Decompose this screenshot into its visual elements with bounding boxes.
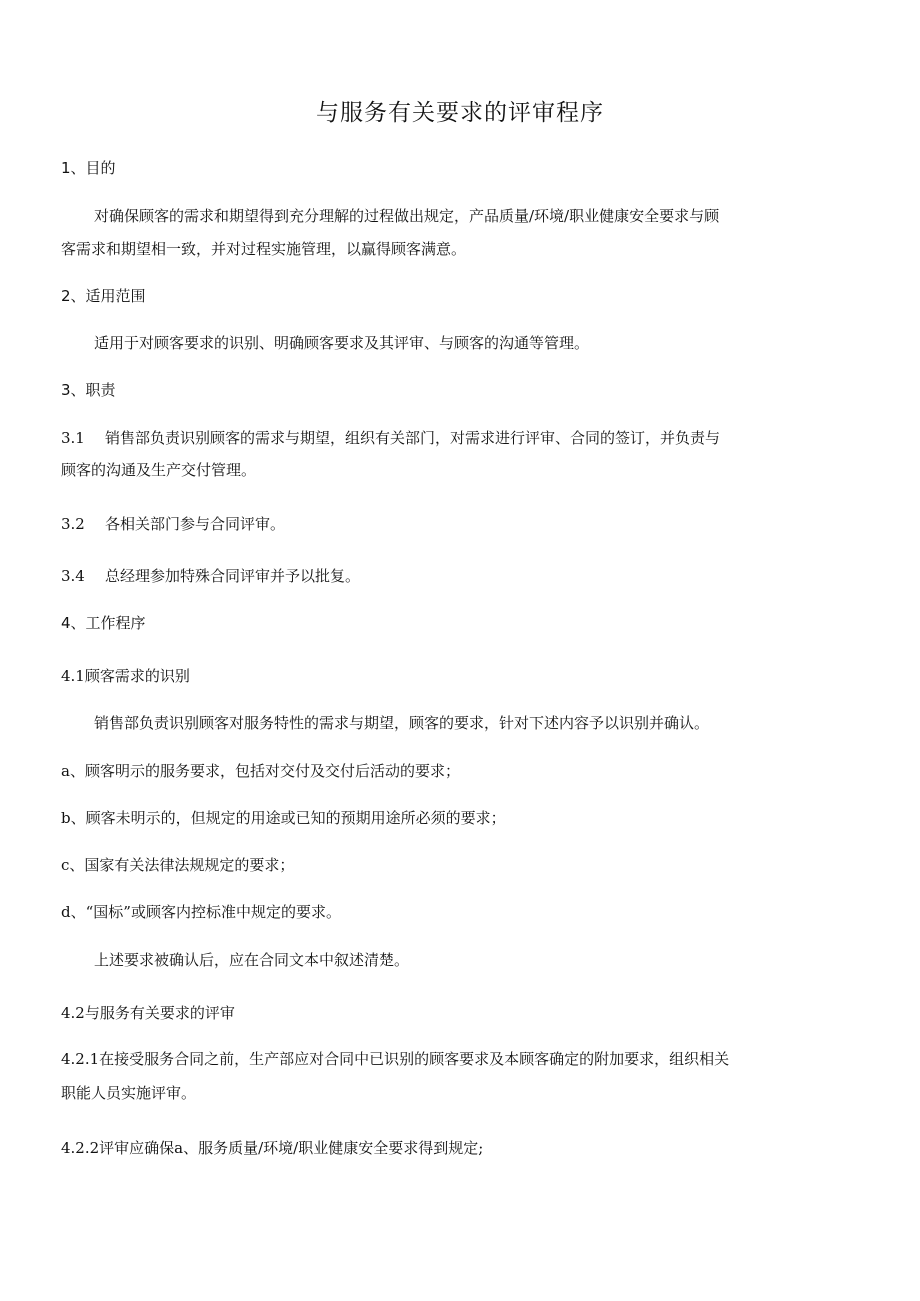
section-1-paragraph-line-2: 客需求和期望相一致，并对过程实施管理，以赢得顾客满意。	[61, 240, 467, 258]
section-1-heading: 1、目的	[61, 159, 116, 177]
section-3-heading: 3、职责	[61, 381, 116, 399]
list-item-d: d、“国标”或顾客内控标准中规定的要求。	[61, 903, 341, 921]
clause-4-2-1-line-2: 职能人员实施评审。	[61, 1084, 197, 1102]
section-4-heading: 4、工作程序	[61, 614, 146, 632]
clause-3-4-text: 总经理参加特殊合同评审并予以批复。	[105, 567, 361, 585]
clause-3-1-line-1	[61, 426, 821, 450]
clause-3-2-number: 3.2	[61, 515, 85, 533]
clause-3-4	[61, 564, 821, 588]
clause-4-2-2: 4.2.2评审应确保a、服务质量/环境/职业健康安全要求得到规定;	[61, 1139, 484, 1157]
section-2-paragraph: 适用于对顾客要求的识别、明确顾客要求及其评审、与顾客的沟通等管理。	[94, 334, 590, 352]
document-title: 与服务有关要求的评审程序	[316, 100, 604, 126]
section-1-paragraph-line-1: 对确保顾客的需求和期望得到充分理解的过程做出规定，产品质量/环境/职业健康安全要求与顾	[94, 207, 720, 225]
clause-4-1-paragraph: 销售部负责识别顾客对服务特性的需求与期望，顾客的要求，针对下述内容予以识别并确认。	[94, 714, 710, 732]
list-item-c: c、国家有关法律法规规定的要求；	[61, 856, 295, 874]
section-2-heading: 2、适用范围	[61, 287, 146, 305]
clause-4-2-1-line-1: 4.2.1在接受服务合同之前，生产部应对合同中已识别的顾客要求及本顾客确定的附加要求，组织相关	[61, 1050, 730, 1068]
clause-4-1-heading: 4.1顾客需求的识别	[61, 667, 190, 685]
clause-4-2-heading: 4.2与服务有关要求的评审	[61, 1004, 235, 1022]
clause-4-1-closing: 上述要求被确认后，应在合同文本中叙述清楚。	[94, 951, 410, 969]
clause-3-1-text: 销售部负责识别顾客的需求与期望，组织有关部门，对需求进行评审、合同的签订，并负责与	[105, 429, 721, 447]
list-item-a: a、顾客明示的服务要求，包括对交付及交付后活动的要求；	[61, 762, 460, 780]
clause-3-2-text: 各相关部门参与合同评审。	[105, 515, 286, 533]
clause-3-2	[61, 512, 821, 536]
clause-3-1-number: 3.1	[61, 429, 85, 447]
clause-3-1-line-2: 顾客的沟通及生产交付管理。	[61, 461, 257, 479]
clause-3-4-number: 3.4	[61, 567, 85, 585]
list-item-b: b、顾客未明示的，但规定的用途或已知的预期用途所必须的要求；	[61, 809, 506, 827]
